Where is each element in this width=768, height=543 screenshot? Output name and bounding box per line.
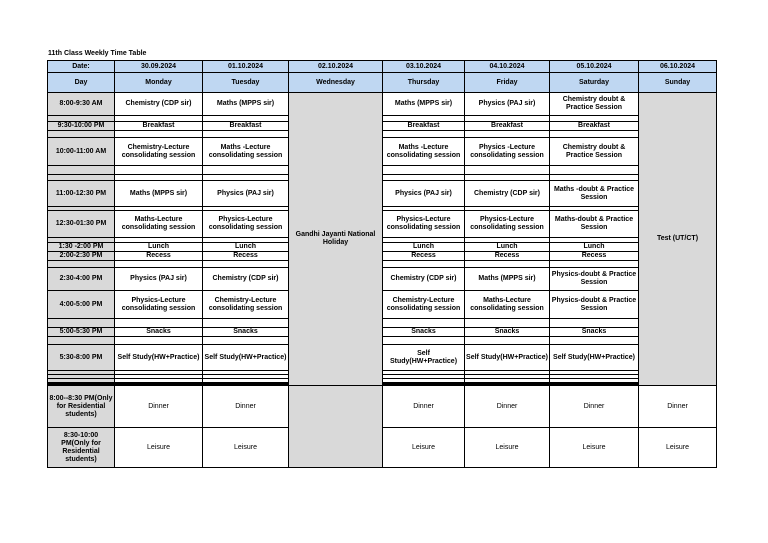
friday-cell: Self Study(HW+Practice) [465,345,550,371]
monday-cell: Chemistry-Lecture consolidating session [115,138,203,166]
monday-cell: Self Study(HW+Practice) [115,345,203,371]
sunday-cell: Dinner [639,386,717,428]
saturday-cell: Dinner [550,386,639,428]
spacer-row [48,166,717,175]
time-cell: 8:30-10:00 PM(Only for Residential students) [48,428,115,468]
day-monday: Monday [115,73,203,93]
time-cell: 5:00-5:30 PM [48,328,115,337]
timetable-title: 11th Class Weekly Time Table [48,50,147,57]
date-wednesday: 02.10.2024 [289,61,383,73]
thursday-cell: Maths -Lecture consolidating session [383,138,465,166]
time-cell: 12:30-01:30 PM [48,211,115,238]
table-row [48,386,717,428]
friday-cell: Snacks [465,328,550,337]
friday-cell: Physics (PAJ sir) [465,93,550,116]
saturday-cell: Maths -doubt & Practice Session [550,181,639,207]
monday-cell: Breakfast [115,122,203,131]
table-row [48,268,717,291]
saturday-cell: Leisure [550,428,639,468]
time-cell: 11:00-12:30 PM [48,181,115,207]
tuesday-cell: Self Study(HW+Practice) [203,345,289,371]
sunday-cell: Leisure [639,428,717,468]
date-tuesday: 01.10.2024 [203,61,289,73]
thursday-cell: Snacks [383,328,465,337]
day-tuesday: Tuesday [203,73,289,93]
tuesday-cell: Breakfast [203,122,289,131]
table-row [48,243,717,252]
spacer-row [48,261,717,268]
date-row [48,61,717,73]
tuesday-cell: Leisure [203,428,289,468]
monday-cell: Leisure [115,428,203,468]
saturday-cell: Lunch [550,243,639,252]
time-cell: 2:00-2:30 PM [48,252,115,261]
thursday-cell: Lunch [383,243,465,252]
monday-cell: Maths-Lecture consolidating session [115,211,203,238]
table-row [48,122,717,131]
monday-cell: Physics-Lecture consolidating session [115,291,203,319]
tuesday-cell: Dinner [203,386,289,428]
friday-cell: Physics -Lecture consolidating session [465,138,550,166]
friday-cell: Maths (MPPS sir) [465,268,550,291]
time-cell: 8:00--8:30 PM(Only for Residential students) [48,386,115,428]
thursday-cell: Maths (MPPS sir) [383,93,465,116]
day-thursday: Thursday [383,73,465,93]
friday-cell: Physics-Lecture consolidating session [465,211,550,238]
monday-cell: Recess [115,252,203,261]
time-cell: 2:30-4:00 PM [48,268,115,291]
tuesday-cell: Maths -Lecture consolidating session [203,138,289,166]
tuesday-cell: Maths (MPPS sir) [203,93,289,116]
time-cell: 4:00-5:00 PM [48,291,115,319]
day-sunday: Sunday [639,73,717,93]
day-saturday: Saturday [550,73,639,93]
thursday-cell: Recess [383,252,465,261]
tuesday-cell: Lunch [203,243,289,252]
table-row [48,138,717,166]
friday-cell: Dinner [465,386,550,428]
thursday-cell: Self Study(HW+Practice) [383,345,465,371]
spacer-row [48,319,717,328]
saturday-cell: Recess [550,252,639,261]
saturday-cell: Self Study(HW+Practice) [550,345,639,371]
thursday-cell: Leisure [383,428,465,468]
table-row [48,328,717,337]
monday-cell: Chemistry (CDP sir) [115,93,203,116]
time-cell: 10:00-11:00 AM [48,138,115,166]
time-cell: 9:30-10:00 PM [48,122,115,131]
saturday-cell: Chemistry doubt & Practice Session [550,93,639,116]
friday-cell: Leisure [465,428,550,468]
monday-cell: Dinner [115,386,203,428]
tuesday-cell: Recess [203,252,289,261]
date-label: Date: [48,61,115,73]
saturday-cell: Maths-doubt & Practice Session [550,211,639,238]
table-row [48,211,717,238]
monday-cell: Maths (MPPS sir) [115,181,203,207]
table-row [48,345,717,371]
spacer-row [48,337,717,345]
tuesday-cell: Chemistry-Lecture consolidating session [203,291,289,319]
friday-cell: Maths-Lecture consolidating session [465,291,550,319]
thursday-cell: Breakfast [383,122,465,131]
thursday-cell: Dinner [383,386,465,428]
tuesday-cell: Physics (PAJ sir) [203,181,289,207]
day-friday: Friday [465,73,550,93]
day-wednesday: Wednesday [289,73,383,93]
thursday-cell: Chemistry (CDP sir) [383,268,465,291]
saturday-cell: Physics-doubt & Practice Session [550,291,639,319]
friday-cell: Chemistry (CDP sir) [465,181,550,207]
sunday-test-cell: Test (UT/CT) [639,93,717,386]
table-row [48,428,717,468]
day-row [48,73,717,93]
date-saturday: 05.10.2024 [550,61,639,73]
time-cell: 5:30-8:00 PM [48,345,115,371]
spacer-row [48,131,717,138]
date-sunday: 06.10.2024 [639,61,717,73]
thursday-cell: Physics (PAJ sir) [383,181,465,207]
monday-cell: Snacks [115,328,203,337]
date-thursday: 03.10.2024 [383,61,465,73]
saturday-cell: Chemistry doubt & Practice Session [550,138,639,166]
table-row [48,291,717,319]
table-row [48,181,717,207]
saturday-cell: Physics-doubt & Practice Session [550,268,639,291]
time-cell: 8:00-9:30 AM [48,93,115,116]
date-friday: 04.10.2024 [465,61,550,73]
thursday-cell: Physics-Lecture consolidating session [383,211,465,238]
wednesday-blank-cell [289,386,383,468]
table-row [48,93,717,116]
saturday-cell: Breakfast [550,122,639,131]
tuesday-cell: Snacks [203,328,289,337]
monday-cell: Lunch [115,243,203,252]
thursday-cell: Chemistry-Lecture consolidating session [383,291,465,319]
date-monday: 30.09.2024 [115,61,203,73]
tuesday-cell: Physics-Lecture consolidating session [203,211,289,238]
wednesday-holiday-cell: Gandhi Jayanti National Holiday [289,93,383,386]
table-row [48,252,717,261]
day-label: Day [48,73,115,93]
friday-cell: Recess [465,252,550,261]
timetable [47,60,717,468]
tuesday-cell: Chemistry (CDP sir) [203,268,289,291]
friday-cell: Lunch [465,243,550,252]
time-cell: 1:30 -2:00 PM [48,243,115,252]
friday-cell: Breakfast [465,122,550,131]
monday-cell: Physics (PAJ sir) [115,268,203,291]
saturday-cell: Snacks [550,328,639,337]
